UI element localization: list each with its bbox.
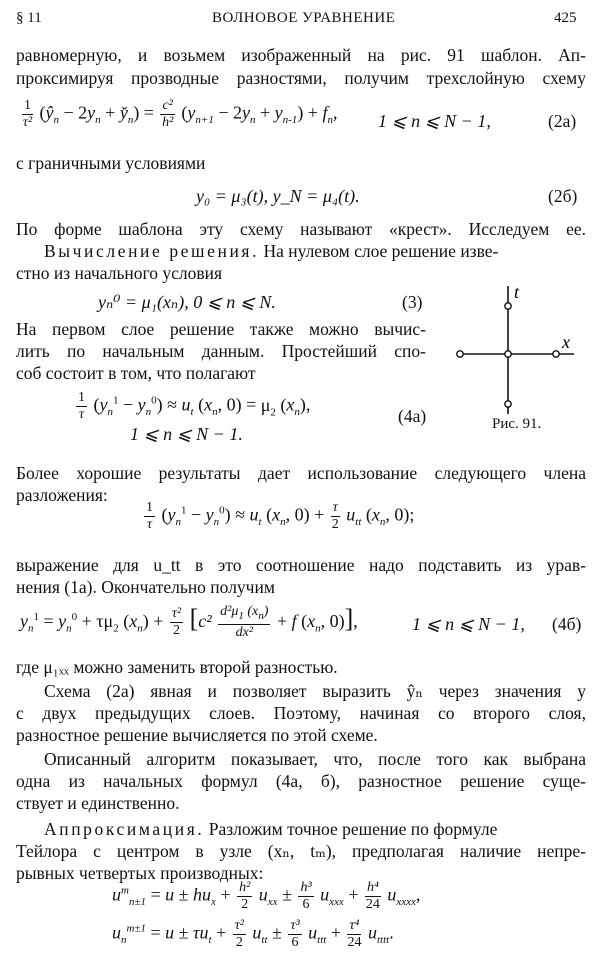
equation-2a-number: (2а)	[548, 111, 577, 131]
heading-approximation: Аппроксимация.	[44, 819, 205, 839]
taylor-expansion-x: $u^m_{n\pm 1} = u \pm hu_x$ + $\frac{\text{h²}}{2}$ $u_{xx}$ ± $\frac{\text{h³}}{6}$ $u_{xxx}$ + $\frac{\text{h⁴}}{24}$ $u_{xxxx}$,	[112, 880, 421, 912]
text-line: рывных четвертых производных:	[16, 863, 264, 883]
equation-4b: $y_n^1 = y_n^0 + \tau\mu_2$ $(x_n)$ + $\frac{\text{τ²}}{2}$ [c² $\frac{d^2\mu_1 (x_n)}{\text{dx²}}$ + f ($x_n$, 0)],	[20, 604, 358, 641]
text-line: Более хорошие результаты дает использование следующего члена	[16, 463, 586, 483]
text-line: Описанный алгоритм показывает, что, после того как выбрана	[44, 749, 586, 769]
text-line: разложения:	[16, 485, 108, 505]
text-line: лить по начальным данным. Простейший спо-	[16, 341, 426, 361]
equation-2a: $\frac{1}{\text{τ²}}$ ($ŷ_n - 2y_n$ + $y̌_n$) = $\frac{\text{c²}}{\text{h²}}$ $(y_{n+1} - 2y_n + y_{n-1}) + f_n$,	[22, 98, 338, 130]
stencil-node	[553, 351, 559, 357]
text-line: ствует и единственно.	[16, 793, 180, 813]
equation-3: yₙ⁰ = μ₁(xₙ), 0 ⩽ n ⩽ N.	[98, 292, 276, 312]
text-line: Схема (2а) явная и позволяет выразить ŷₙ через значения y	[44, 681, 586, 701]
stencil-node	[505, 303, 511, 309]
text-line: соб состоит в том, что полагают	[16, 363, 256, 383]
x-axis-label: x	[562, 332, 570, 352]
equation-2b-number: (2б)	[548, 186, 578, 206]
equation-improved-start: $\frac{1}{\tau}$ $(y_n^1 - y_n^0) \approx u_t$ ($x_n$, 0) + $\frac{\tau}{2}$ $u_{tt}$ ($x_n$, 0);	[146, 500, 415, 532]
equation-3-number: (3)	[402, 292, 423, 312]
t-axis-label: t	[514, 282, 520, 302]
text-line: По форме шаблона эту схему называют «крест». Исследуем ее.	[16, 219, 586, 239]
equation-4b-range: 1 ⩽ n ⩽ N − 1,	[412, 614, 525, 634]
text-line: разностное решение вычисляется по этой схеме.	[16, 725, 378, 745]
text-fragment: Разложим точное решение по формуле	[208, 819, 498, 839]
text-line: стно из начального условия	[16, 263, 223, 283]
equation-2a-range: 1 ⩽ n ⩽ N − 1,	[378, 111, 491, 131]
text-line: с двух предыдущих слоев. Поэтому, начиная со второго слоя,	[16, 703, 586, 723]
equation-2b: y₀ = μ₃(t), y_N = μ₄(t).	[196, 186, 360, 206]
text-line: выражение для u_tt в это соотношение надо подставить из урав-	[16, 555, 586, 575]
running-title: ВОЛНОВОЕ УРАВНЕНИЕ	[212, 10, 396, 26]
text-line: Тейлора с центром в узле (xₙ, tₘ), предполагая наличие непре-	[16, 841, 586, 861]
equation-4a-line2: 1 ⩽ n ⩽ N − 1.	[130, 424, 243, 444]
text-line: На первом слое решение также можно вычис-	[16, 319, 426, 339]
text-line: проксимируя прозводные разностями, получим трехслойную схему	[16, 68, 586, 88]
stencil-node	[505, 351, 511, 357]
section-number: § 11	[16, 10, 42, 26]
taylor-expansion-t: $u_n^{m\pm 1} = u \pm \tau u_t$ + $\frac{\text{τ²}}{2}$ $u_{tt}$ ± $\frac{\text{τ³}}{6}$ $u_{ttt}$ + $\frac{\text{τ⁴}}{24}$ $u_{tttt}$.	[112, 918, 394, 950]
text-line: одна из начальных формул (4а, б), разностное решение суще-	[16, 771, 586, 791]
text-line: равномерную, и возьмем изображенный на рис. 91 шаблон. Ап-	[16, 45, 586, 65]
equation-4a-line1: $\frac{1}{\tau}$ $(y_n^1 - y_n^0) \approx u_t$ ($x_n$, $0) = \mu_2$ $(x_n)$,	[78, 390, 311, 422]
text-line: нения (1а). Окончательно получим	[16, 577, 275, 597]
run-in-heading	[44, 240, 498, 262]
run-in-heading	[44, 818, 497, 840]
page-number: 425	[554, 10, 577, 26]
equation-4b-number: (4б)	[552, 614, 582, 634]
stencil-node	[505, 401, 511, 407]
text-line: с граничными условиями	[16, 153, 206, 173]
stencil-node	[457, 351, 463, 357]
figure-caption: Рис. 91.	[492, 416, 542, 432]
equation-4a-number: (4а)	[398, 406, 427, 426]
heading-calculation: Вычисление решения.	[44, 241, 260, 261]
text-line: где μ₁ₓₓ можно заменить второй разностью.	[16, 657, 338, 677]
text-fragment: На нулевом слое решение изве-	[263, 241, 499, 261]
